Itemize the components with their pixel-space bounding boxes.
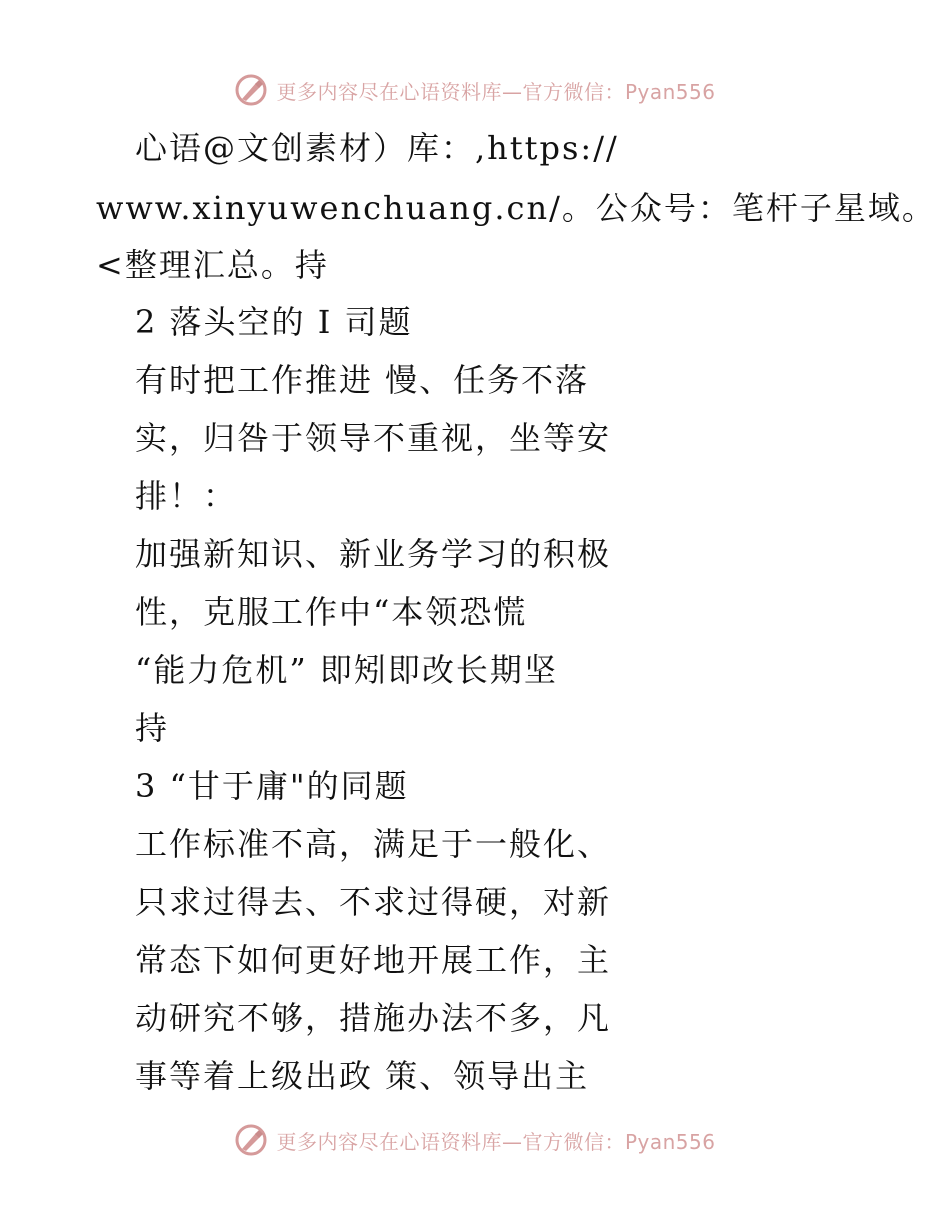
text-line-10: “能力危机” 即矧即改长期坚 <box>135 651 558 689</box>
text-line-9: 性，克服工作中“本领恐慌 <box>135 593 528 631</box>
text-line-7: 排！： <box>135 477 238 515</box>
text-line-8: 加强新知识、新业务学习的积极 <box>135 535 612 573</box>
text-line-5: 有时把工作推进 慢、任务不落 <box>135 361 590 399</box>
text-line-1: 心语@文创素材）库：,https:// <box>135 129 619 167</box>
text-line-14: 只求过得去、不求过得硬，对新 <box>135 883 612 921</box>
text-line-11: 持 <box>135 709 170 747</box>
text-line-6: 实，归咎于领导不重视，坐等安 <box>135 419 612 457</box>
pen-logo-icon <box>234 73 268 107</box>
text-line-17: 事等着上级出政 策、领导出主 <box>135 1057 590 1095</box>
text-line-2: www.xinyuwenchuang.cn/。公众号：笔杆子星域。 <box>96 189 936 227</box>
text-line-4: 2 落头空的 I 司题 <box>135 303 413 341</box>
text-line-16: 动研究不够，措施办法不多，凡 <box>135 999 612 1037</box>
header-watermark <box>0 70 950 110</box>
text-line-3: <整理汇总。持 <box>96 246 329 284</box>
text-line-12: 3 “甘于庸"的同题 <box>135 767 409 805</box>
pen-logo-icon <box>234 1123 268 1157</box>
footer-watermark <box>0 1120 950 1160</box>
text-line-13: 工作标准不高，满足于一般化、 <box>135 825 612 863</box>
watermark-text: 更多内容尽在心语资料库—官方微信：Pyan556 <box>276 79 716 104</box>
text-line-15: 常态下如何更好地开展工作，主 <box>135 941 612 979</box>
watermark-text: 更多内容尽在心语资料库—官方微信：Pyan556 <box>276 1129 716 1154</box>
